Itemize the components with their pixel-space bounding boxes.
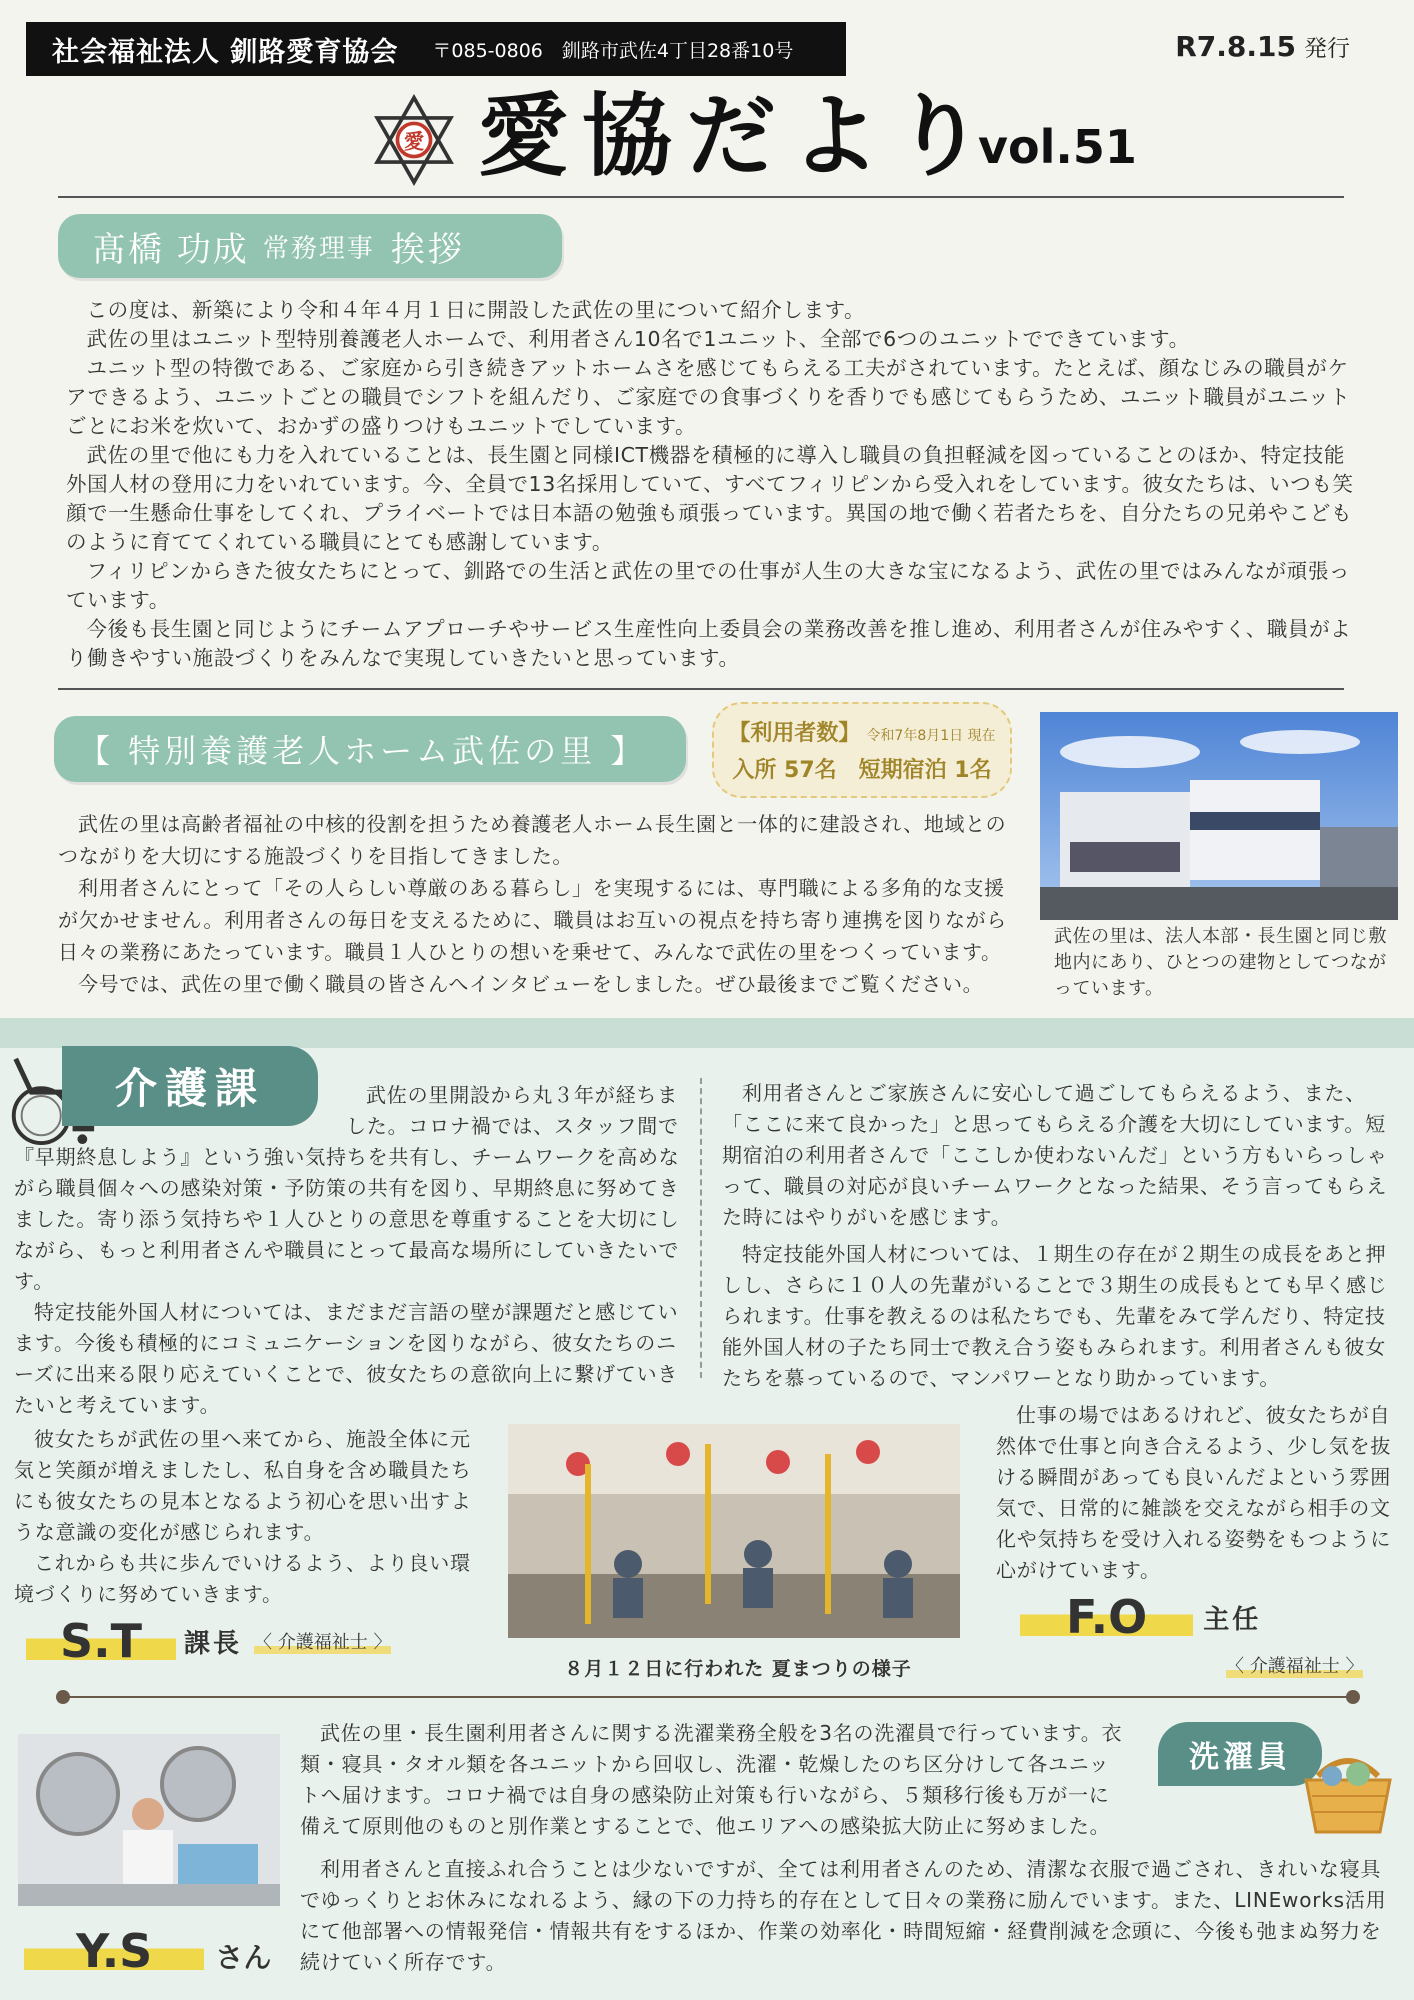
facility-paragraph: 今号では、武佐の里で働く職員の皆さんへインタビューをしました。ぜひ最後までご覧ください。 [78,972,984,996]
issue-label: 発行 [1304,36,1350,62]
laundry-divider [62,1696,1352,1698]
festival-photo-caption: ８月１２日に行われた 夏まつりの様子 [564,1658,912,1680]
building-photo-caption: 武佐の里は、法人本部・長生園と同じ敷地内にあり、ひとつの建物としてつながっています。 [1054,926,1387,999]
greeting-paragraph: この度は、新築により令和４年４月１日に開設した武佐の里について紹介します。 [86,298,866,322]
care-right-column [722,1078,1394,1394]
staff-initials: F.O [1020,1590,1193,1644]
column-divider [700,1078,704,1378]
greeting-heading-role: 常務理事 [262,233,375,264]
care-right-paragraph: 仕事の場ではあるけれど、彼女たちが自然体で仕事と向き合えるよう、少し気を抜ける瞬間があっても良いんだよという雰囲気で、日常的に雑談を交えながら相手の文化や気持ちを受け入れる姿勢をもつように心がけています。 [996,1403,1392,1582]
staff-honorific: さん [215,1941,272,1974]
issue-date [1175,30,1350,63]
greeting-paragraph: ユニット型の特徴である、ご家庭から引き続きアットホームさを感じてもらえる工夫がされています。たとえば、顔なじみの職員がケアできるよう、ユニットごとの職員でシフトを組んだり、ご家庭での食事づくりを香りでも感じてもらうため、ユニット職員がユニットごとにお米を炊いて、おかずの盛りつけもユニットでしています。 [66,356,1351,438]
user-count-date: 令和7年8月1日 現在 [866,728,996,744]
care-left-paragraph: 『早期終息しよう』という強い気持ちを共有し、チームワークを高めながら職員個々への感染対策・予防策の共有を図り、早期終息に努めてきました。寄り添う気持ちや１人ひとりの意思を尊重することを大切にしながら、もっと利用者さんや職員にとって最高な場所にしていきたいです。 [14,1145,680,1293]
organization-address: 〒085-0806 釧路市武佐4丁目28番10号 [432,39,794,62]
care-right-paragraph: 利用者さんとご家族さんに安心して過ごしてもらえるよう、また、「ここに来て良かった」と思ってもらえる介護を大切にしています。短期宿泊の利用者さんで「ここしか使わないんだ」という方もいらっしゃって、職員の対応が良いチームワークとなった結果、そう言ってもらえた時にはやりがいを感じます。 [722,1081,1388,1229]
summer-festival-photo [508,1424,960,1638]
facility-body [58,808,1008,1000]
laundry-basket-icon [1296,1746,1400,1836]
issue-date-value: R7.8.15 [1175,30,1296,63]
volume-number: vol.51 [978,120,1137,174]
header-divider [58,196,1344,198]
staff-initials: Y.S [24,1924,204,1978]
staff-signature-st [26,1614,391,1668]
care-left-paragraph: 彼女たちが武佐の里へ来てから、施設全体に元気と笑顔が増えましたし、私自身を含め職員たちにも彼女たちの見本となるよう初心を思い出すような意識の変化が感じられます。 [14,1427,472,1544]
greeting-heading-word: 挨拶 [390,229,465,270]
facility-heading: 【 特別養護老人ホーム武佐の里 】 [54,716,686,782]
section-divider [58,688,1344,690]
laundry-dept-tab: 洗濯員 [1158,1722,1322,1786]
greeting-body [66,296,1356,673]
care-left-paragraph: 特定技能外国人材については、まだまだ言語の壁が課題だと感じています。今後も積極的にコミュニケーションを図りながら、彼女たちのニーズに出来る限り応えていくことで、彼女たちの意欲向上に繋げていきたいと考えています。 [14,1300,679,1417]
newsletter-title: 愛協だより [478,84,998,189]
staff-initials: S.T [26,1614,176,1668]
organization-name: 社会福祉法人 釧路愛育協会 [52,36,399,68]
laundry-paragraph: 利用者さんと直接ふれ合うことは少ないですが、全ては利用者さんのため、清潔な衣服で過ごされ、きれいな寝具でゆっくりとお休みになれるよう、縁の下の力持ち的存在として日々の業務に励んでいます。また、LINEworks活用にて他部署への情報発信・情報共有をするほか、作業の効率化・時間短縮・経費削減を念頭に、今後も弛まぬ努力を続けていく所存です。 [300,1857,1387,1974]
divider-dot [56,1690,70,1704]
care-right-paragraph: 特定技能外国人材については、１期生の存在が２期生の成長をあと押しし、さらに１０人の先輩がいることで３期生の成長もとても早く感じられます。仕事を教えるのは私たちでも、先輩をみて学んだり、特定技能外国人材の子たち同士で教え合う姿もみられます。利用者さんも彼女たちを慕っているので、マンパワーとなり助かっています。 [722,1242,1388,1390]
staff-qualification: 〈 介護福祉士 〉 [1226,1652,1363,1678]
laundry-paragraph-1 [300,1718,1130,1842]
divider-dot [1346,1690,1360,1704]
staff-signature-fo [1020,1590,1261,1644]
laundry-paragraph: 武佐の里・長生園利用者さんに関する洗濯業務全般を3名の洗濯員で行っています。衣類・寝具・タオル類を各ユニットから回収し、洗濯・乾燥したのち区分けして各ユニットへ届けます。コロナ禍では自身の感染防止対策も行いながら、５類移行後も万が一に備えて原則他のものと別作業とすることで、他エリアへの感染拡大防止に努めました。 [300,1721,1123,1838]
staff-qualification: 〈 介護福祉士 〉 [254,1628,391,1654]
care-intro-text: 武佐の里開設から丸３年が経ちました。コロナ禍では、スタッフ間で [346,1083,679,1138]
association-logo [368,94,460,186]
greeting-paragraph: 今後も長生園と同じようにチームアプローチやサービス生産性向上委員会の業務改善を推し進め、利用者さんが住みやすく、職員がより働きやすい施設づくりをみんなで実現していきたいと思っています。 [66,617,1352,670]
user-count-label: 【利用者数】 [728,721,861,746]
logo-char: 愛 [403,129,425,154]
greeting-paragraph: 武佐の里で他にも力を入れていることは、長生園と同様ICT機器を積極的に導入し職員の負担軽減を図っていることのほか、特定技能外国人材の登用に力をいれています。今、全員で13名採用していて、すべてフィリピンから受入れをしています。彼女たちは、いつも笑顔で一生懸命仕事をしてくれ、プライベートでは日本語の勉強も頑張っています。異国の地で働く若者たちを、自分たちの兄弟やこどものように育ててくれている職員にとても感謝しています。 [66,443,1354,554]
laundry-paragraph-2 [300,1854,1396,1978]
greeting-paragraph: 武佐の里はユニット型特別養護老人ホームで、利用者さん10名で1ユニット、全部で6つのユニットでできています。 [86,327,1190,351]
organization-bar [26,22,846,76]
facility-paragraph: 武佐の里は高齢者福祉の中核的役割を担うため養護老人ホーム長生園と一体的に建設され、地域とのつながりを大切にする施設づくりを目指してきました。 [58,812,1007,868]
staff-title: 主任 [1203,1604,1262,1635]
user-count-badge [712,702,1012,798]
user-count-values: 入所 57名 短期宿泊 1名 [732,758,992,783]
staff-title: 課長 [183,1628,242,1659]
greeting-heading-name: 髙橋 功成 [92,229,249,270]
care-dept-tab: 介護課 [62,1046,318,1126]
staff-signature-ys [24,1924,271,1978]
care-left-lower-column [14,1424,476,1610]
facility-paragraph: 利用者さんにとって「その人らしい尊厳のある暮らし」を実現するには、専門職による多角的な支援が欠かせません。利用者さんの毎日を支えるために、職員はお互いの視点を持ち寄り連携を図りながら日々の業務にあたっています。職員１人ひとりの想いを乗せて、みんなで武佐の里をつくっています。 [58,876,1007,964]
greeting-heading [58,214,562,278]
building-photo [1040,712,1398,920]
laundry-photo [18,1734,280,1906]
care-left-paragraph: これからも共に歩んでいけるよう、より良い環境づくりに努めていきます。 [14,1551,471,1606]
greeting-paragraph: フィリピンからきた彼女たちにとって、釧路での生活と武佐の里での仕事が人生の大きな宝になるよう、武佐の里ではみんなが頑張っています。 [66,559,1351,612]
care-left-column [14,1142,686,1421]
